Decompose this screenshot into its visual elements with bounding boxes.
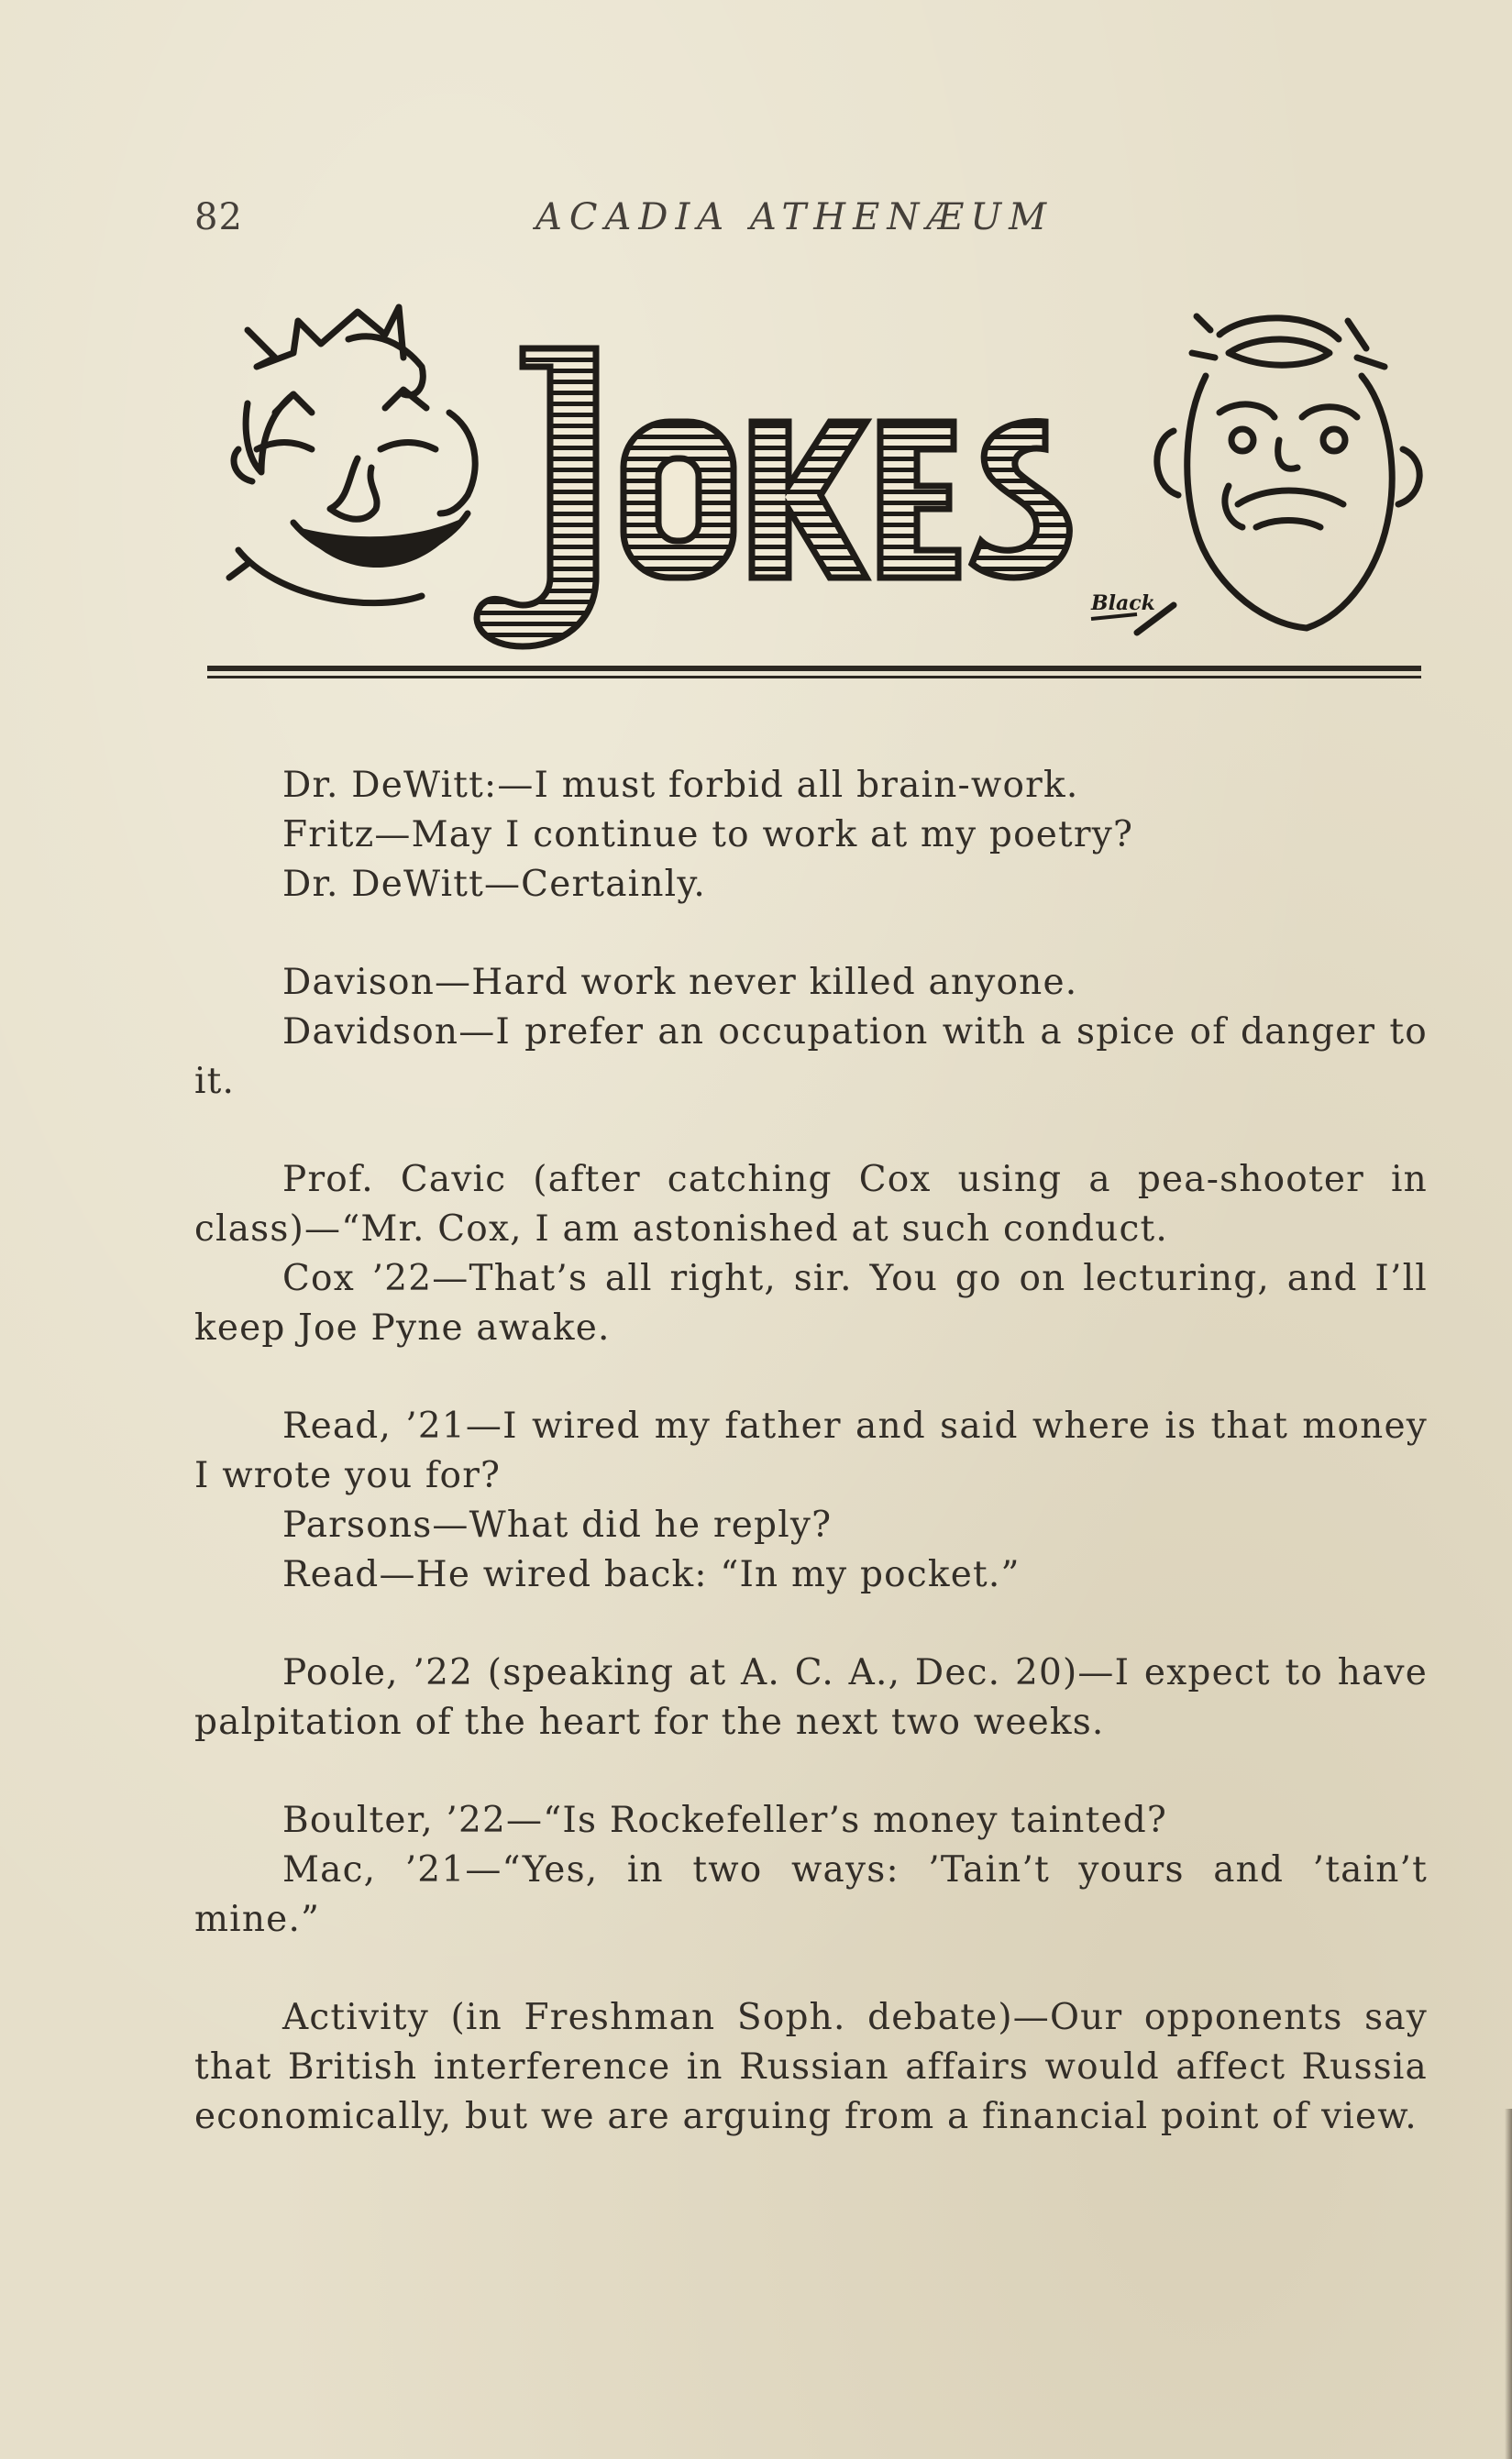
joke-line: Cox ’22—That’s all right, sir. You go on lecturing, and I’ll keep Joe Pyne awake. bbox=[194, 1258, 1428, 1349]
joke-line: Poole, ’22 (speaking at A. C. A., Dec. 20)—I expect to have palpitation of the heart for the next two weeks. bbox=[194, 1652, 1428, 1743]
header-rule-thin bbox=[207, 676, 1421, 678]
running-title: ACADIA ATHENÆUM bbox=[535, 196, 1054, 238]
header-rule bbox=[207, 666, 1421, 671]
artist-signature: Black bbox=[1091, 591, 1155, 615]
joke-line: Dr. DeWitt:—I must forbid all brain-work. bbox=[282, 765, 1079, 806]
jokes-content bbox=[194, 761, 1428, 2190]
joke-line: Boulter, ’22—“Is Rockefeller’s money tainted? bbox=[282, 1800, 1168, 1841]
joke-line: Prof. Cavic (after catching Cox using a pea-shooter in class)—“Mr. Cox, I am astonished at such conduct. bbox=[194, 1159, 1428, 1250]
joke-item bbox=[194, 1796, 1428, 1945]
joke-line: Davison—Hard work never killed anyone. bbox=[282, 962, 1078, 1003]
joke-line: Dr. DeWitt—Certainly. bbox=[282, 864, 706, 905]
page-edge-shadow bbox=[1505, 2109, 1512, 2459]
joke-line: Fritz—May I continue to work at my poetry? bbox=[282, 814, 1134, 855]
joke-item bbox=[194, 1649, 1428, 1748]
joke-item bbox=[194, 1402, 1428, 1600]
joke-item bbox=[194, 1155, 1428, 1353]
joke-line: Mac, ’21—“Yes, in two ways: ’Tain’t yours and ’tain’t mine.” bbox=[194, 1849, 1428, 1940]
jokes-banner bbox=[220, 303, 1430, 651]
page-header bbox=[194, 196, 1075, 251]
joke-line: Read—He wired back: “In my pocket.” bbox=[282, 1554, 1021, 1595]
joke-item bbox=[194, 761, 1428, 910]
joke-line: Activity (in Freshman Soph. debate)—Our opponents say that British interference in Russian affairs would affect Russia economically, but we are arguing from a financial point of view. bbox=[194, 1997, 1428, 2137]
joke-line: Davidson—I prefer an occupation with a spice of danger to it. bbox=[194, 1011, 1428, 1102]
page-number: 82 bbox=[194, 196, 243, 238]
joke-item bbox=[194, 1993, 1428, 2142]
joke-item bbox=[194, 958, 1428, 1107]
grumpy-face-illustration bbox=[1137, 316, 1419, 633]
jokes-title-lettering bbox=[477, 348, 1069, 646]
joke-line: Parsons—What did he reply? bbox=[282, 1505, 833, 1546]
joke-line: Read, ’21—I wired my father and said where is that money I wrote you for? bbox=[194, 1406, 1428, 1496]
